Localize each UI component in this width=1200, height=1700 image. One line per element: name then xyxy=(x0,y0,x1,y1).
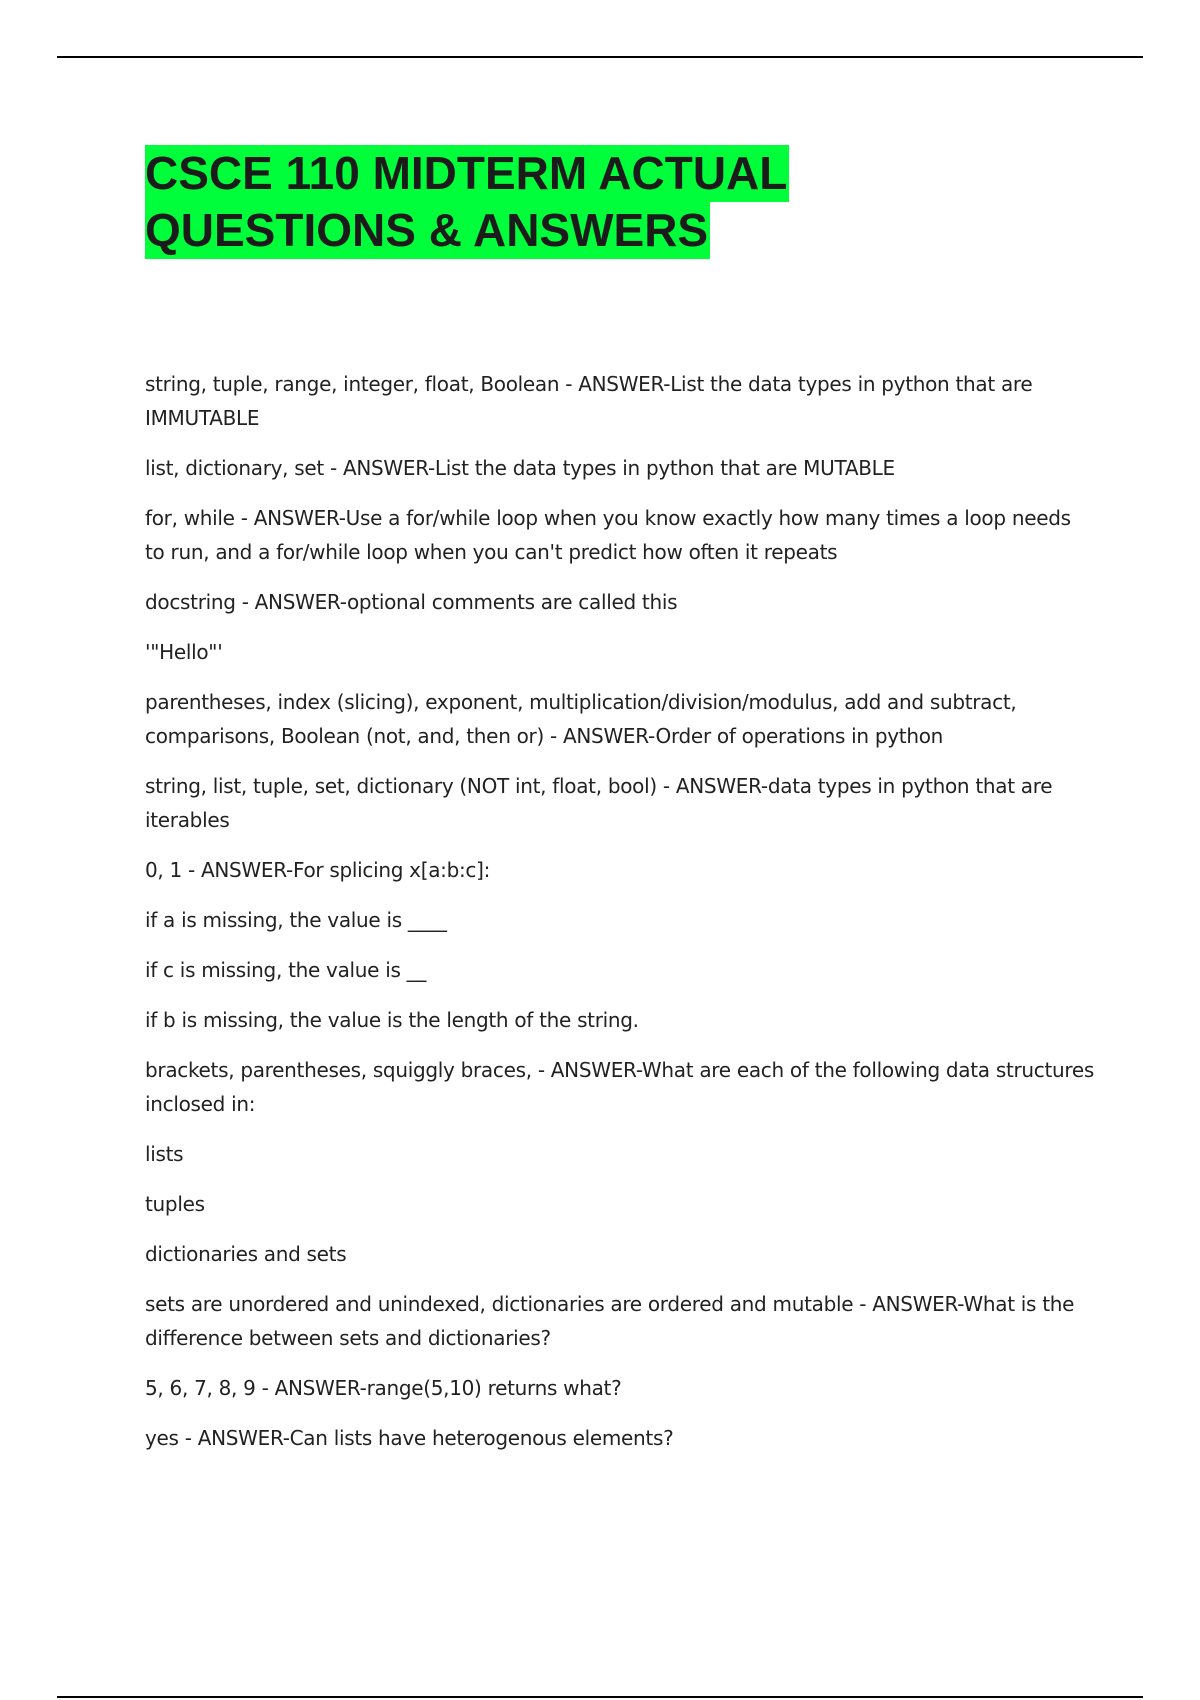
title-line-1: CSCE 110 MIDTERM ACTUAL xyxy=(145,145,789,202)
qa-list xyxy=(145,367,1095,1471)
title-line-2: QUESTIONS & ANSWERS xyxy=(145,202,710,259)
qa-paragraph-order-of-operations: parentheses, index (slicing), exponent, multiplication/division/modulus, add and subtract, comparisons, Boolean (not, and, then or) - ANSWER-Order of operations in python xyxy=(145,690,1017,748)
qa-paragraph-tuples: tuples xyxy=(145,1192,205,1216)
qa-paragraph-enclosures: brackets, parentheses, squiggly braces, - ANSWER-What are each of the following data structures inclosed in: xyxy=(145,1058,1095,1116)
qa-paragraph-splicing-a: if a is missing, the value is ____ xyxy=(145,908,447,932)
qa-paragraph-iterables: string, list, tuple, set, dictionary (NOT int, float, bool) - ANSWER-data types in python that are iterables xyxy=(145,774,1053,832)
qa-paragraph-lists: lists xyxy=(145,1142,184,1166)
qa-paragraph-dicts-sets: dictionaries and sets xyxy=(145,1242,347,1266)
top-rule xyxy=(57,56,1143,58)
qa-paragraph-splicing-b: if b is missing, the value is the length of the string. xyxy=(145,1008,639,1032)
qa-paragraph-hello: '"Hello"' xyxy=(145,640,223,664)
qa-paragraph-splicing-c: if c is missing, the value is __ xyxy=(145,958,427,982)
qa-paragraph-mutable: list, dictionary, set - ANSWER-List the data types in python that are MUTABLE xyxy=(145,456,895,480)
qa-paragraph-docstring: docstring - ANSWER-optional comments are called this xyxy=(145,590,678,614)
bottom-rule xyxy=(57,1696,1143,1698)
qa-paragraph-range: 5, 6, 7, 8, 9 - ANSWER-range(5,10) returns what? xyxy=(145,1376,622,1400)
qa-paragraph-sets-vs-dicts: sets are unordered and unindexed, dictionaries are ordered and mutable - ANSWER-What is the difference between sets and dictionaries? xyxy=(145,1292,1075,1350)
document-title xyxy=(145,145,1065,259)
qa-paragraph-immutable: string, tuple, range, integer, float, Boolean - ANSWER-List the data types in python that are IMMUTABLE xyxy=(145,372,1033,430)
qa-paragraph-splicing: 0, 1 - ANSWER-For splicing x[a:b:c]: xyxy=(145,858,491,882)
qa-paragraph-heterogenous: yes - ANSWER-Can lists have heterogenous elements? xyxy=(145,1426,674,1450)
qa-paragraph-loops: for, while - ANSWER-Use a for/while loop when you know exactly how many times a loop needs to run, and a for/while loop when you can't predict how often it repeats xyxy=(145,506,1071,564)
